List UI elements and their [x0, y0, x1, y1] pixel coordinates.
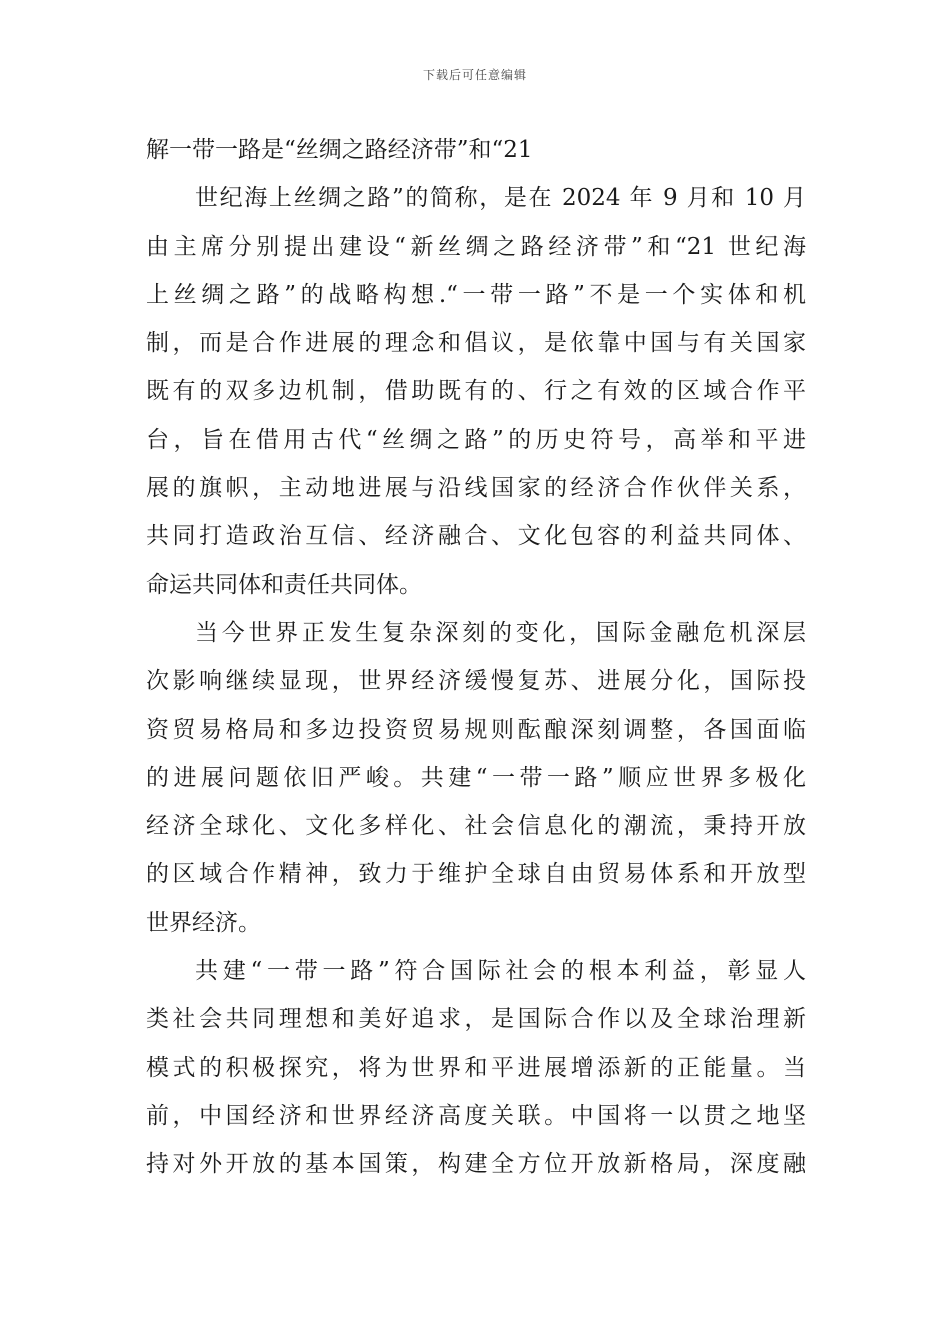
- text-line: 当今世界正发生复杂深刻的变化，国际金融危机深层: [195, 619, 806, 646]
- text-line: 解一带一路是“丝绸之路经济带”和“21: [146, 137, 533, 163]
- text-line: 世界经济。: [146, 909, 261, 936]
- text-line: 的进展问题依旧严峻。共建“一带一路”顺应世界多极化: [146, 764, 806, 791]
- text-line: 展的旗帜，主动地进展与沿线国家的经济合作伙伴关系，: [146, 475, 806, 502]
- text-line: 台，旨在借用古代“丝绸之路”的历史符号，高举和平进: [146, 426, 806, 453]
- text-line: 经济全球化、文化多样化、社会信息化的潮流，秉持开放: [146, 813, 806, 840]
- text-line: 上丝绸之路”的战略构想.“一带一路”不是一个实体和机: [146, 281, 806, 308]
- paragraph: [146, 609, 806, 947]
- paragraph: [146, 947, 806, 1188]
- document-body: [146, 126, 806, 1189]
- text-line: 持对外开放的基本国策，构建全方位开放新格局，深度融: [146, 1151, 806, 1178]
- text-line: 模式的积极探究，将为世界和平进展增添新的正能量。当: [146, 1054, 806, 1081]
- text-line: 由主席分别提出建设“新丝绸之路经济带”和“21 世纪海: [146, 233, 806, 260]
- text-line: 资贸易格局和多边投资贸易规则酝酿深刻调整，各国面临: [146, 716, 806, 743]
- text-line: 共建“一带一路”符合国际社会的根本利益，彰显人: [195, 958, 806, 985]
- text-line: 命运共同体和责任共同体。: [146, 571, 422, 598]
- text-line: 制，而是合作进展的理念和倡议，是依靠中国与有关国家: [146, 330, 806, 357]
- page-header: 下载后可任意编辑: [422, 68, 527, 82]
- text-line: 前，中国经济和世界经济高度关联。中国将一以贯之地坚: [146, 1102, 806, 1129]
- text-line: 次影响继续显现，世界经济缓慢复苏、进展分化，国际投: [146, 668, 806, 695]
- text-line: 既有的双多边机制，借助既有的、行之有效的区域合作平: [146, 378, 806, 405]
- text-line: 的区域合作精神，致力于维护全球自由贸易体系和开放型: [146, 861, 806, 888]
- text-line: 世纪海上丝绸之路”的简称，是在 2024 年 9 月和 10 月: [195, 185, 806, 212]
- text-line: 共同打造政治互信、经济融合、文化包容的利益共同体、: [146, 523, 806, 550]
- paragraph: [146, 126, 806, 174]
- text-line: 类社会共同理想和美好追求，是国际合作以及全球治理新: [146, 1006, 806, 1033]
- paragraph: [146, 174, 806, 609]
